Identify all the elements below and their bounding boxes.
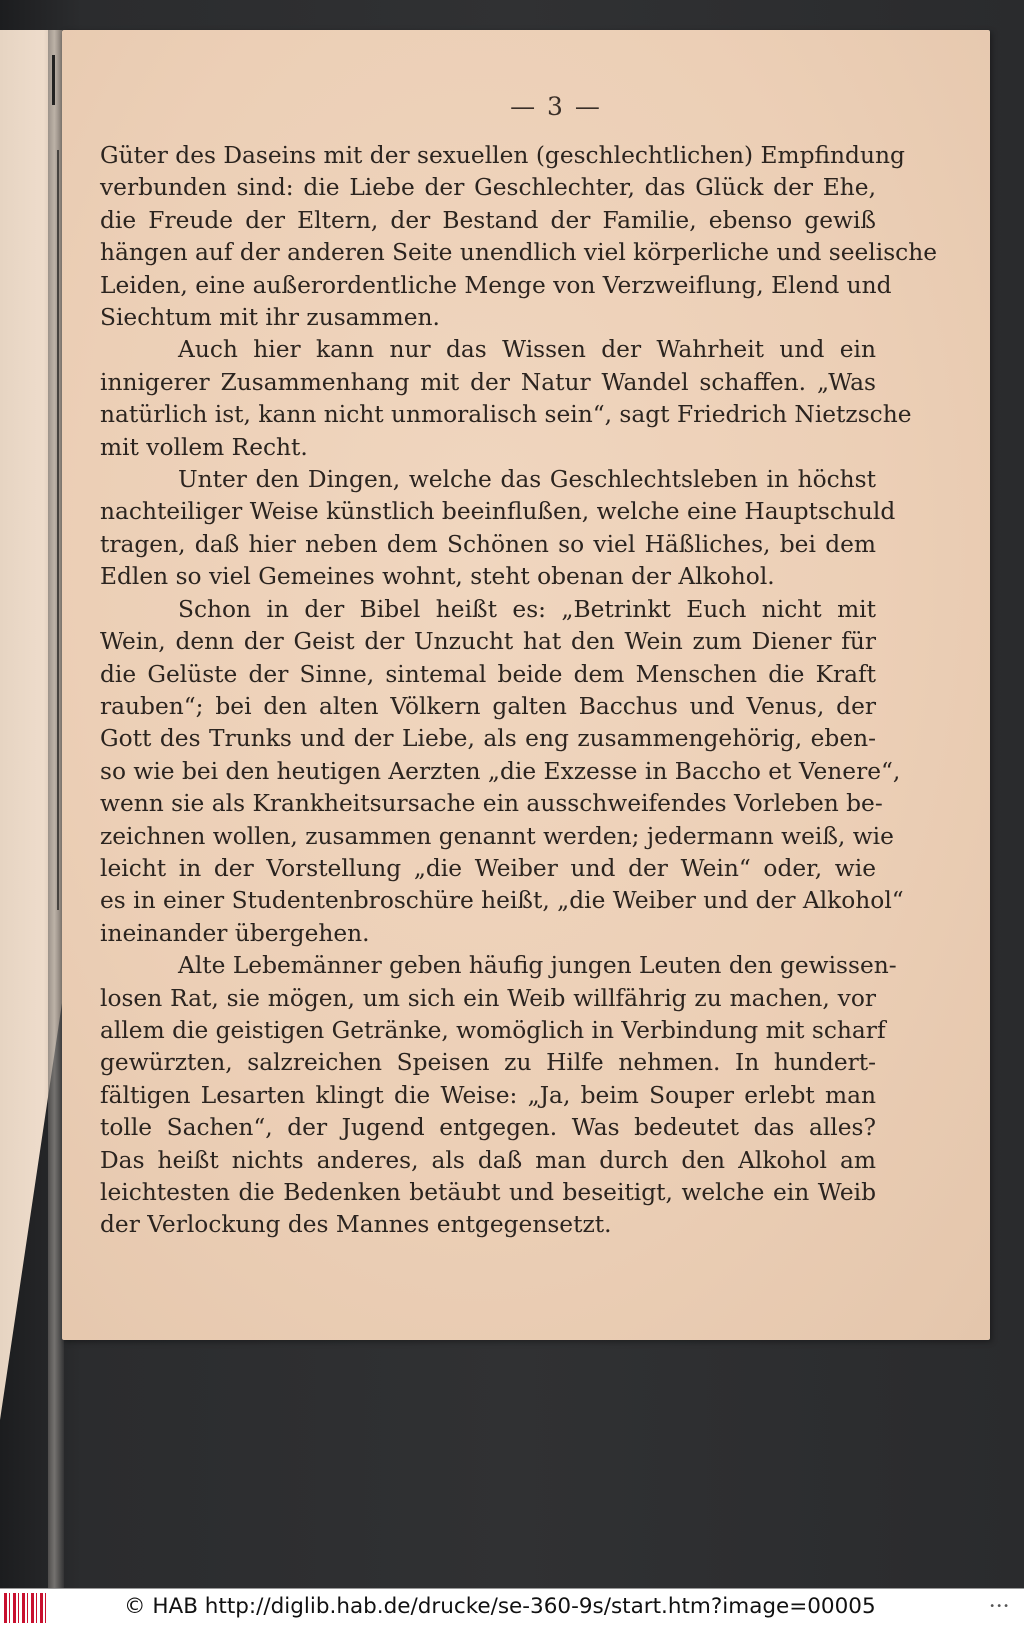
text-line: Edlen so viel Gemeines wohnt, steht obenan der Alkohol. bbox=[100, 563, 775, 591]
text-line: rauben“; bei den alten Völkern galten Bacchus und Venus, der bbox=[100, 692, 876, 720]
text-line: die Freude der Eltern, der Bestand der Familie, ebenso gewiß bbox=[100, 206, 876, 234]
text-line: innigerer Zusammenhang mit der Natur Wandel schaffen. „Was bbox=[100, 368, 876, 396]
text-line: natürlich ist, kann nicht unmoralisch sein“, sagt Friedrich Nietzsche bbox=[100, 401, 912, 429]
text-line: tragen, daß hier neben dem Schönen so viel Häßliches, bei dem bbox=[100, 530, 876, 558]
text-line: Wein, denn der Geist der Unzucht hat den Wein zum Diener für bbox=[100, 628, 876, 656]
footer-bar bbox=[0, 1588, 1024, 1627]
text-line: die Gelüste der Sinne, sintemal beide dem Menschen die Kraft bbox=[100, 660, 876, 688]
text-line: Unter den Dingen, welche das Geschlechtsleben in höchst bbox=[178, 466, 876, 494]
text-line: gewürzten, salzreichen Speisen zu Hilfe nehmen. In hundert- bbox=[100, 1049, 876, 1077]
text-line: Siechtum mit ihr zusammen. bbox=[100, 304, 440, 332]
text-line: hängen auf der anderen Seite unendlich viel körperliche und seelische bbox=[100, 239, 937, 267]
text-line: leichtesten die Bedenken betäubt und beseitigt, welche ein Weib bbox=[100, 1179, 876, 1206]
text-line: tolle Sachen“, der Jugend entgegen. Was bedeutet das alles? bbox=[100, 1114, 876, 1142]
text-line: mit vollem Recht. bbox=[100, 433, 308, 461]
hab-barcode-logo-icon[interactable] bbox=[4, 1593, 46, 1623]
spine-line bbox=[57, 150, 59, 910]
text-line: Leiden, eine außerordentliche Menge von Verzweiflung, Elend und bbox=[100, 271, 892, 299]
text-line: Alte Lebemänner geben häufig jungen Leuten den gewissen- bbox=[178, 952, 897, 980]
page-number: — 3 — bbox=[510, 92, 602, 121]
page-body-text bbox=[100, 140, 937, 1242]
text-line: allem die geistigen Getränke, womöglich in Verbindung mit scharf bbox=[100, 1016, 886, 1044]
text-line: Das heißt nichts anderes, als daß man durch den Alkohol am bbox=[100, 1146, 876, 1174]
text-line: fältigen Lesarten klingt die Weise: „Ja, beim Souper erlebt man bbox=[100, 1081, 876, 1109]
text-line: verbunden sind: die Liebe der Geschlechter, das Glück der Ehe, bbox=[100, 174, 876, 202]
text-line: es in einer Studentenbroschüre heißt, „die Weiber und der Alkohol“ bbox=[100, 887, 904, 915]
text-line: der Verlockung des Mannes entgegensetzt. bbox=[100, 1211, 612, 1239]
book-page bbox=[62, 30, 990, 1340]
text-line: losen Rat, sie mögen, um sich ein Weib willfährig zu machen, vor bbox=[100, 984, 876, 1012]
text-line: Güter des Daseins mit der sexuellen (geschlechtlichen) Empfindung bbox=[100, 142, 905, 169]
text-line: Auch hier kann nur das Wissen der Wahrheit und ein bbox=[178, 336, 876, 364]
text-line: ineinander übergehen. bbox=[100, 919, 370, 947]
text-line: Schon in der Bibel heißt es: „Betrinkt Euch nicht mit bbox=[178, 595, 876, 623]
text-line: leicht in der Vorstellung „die Weiber und der Wein“ oder, wie bbox=[100, 854, 876, 882]
text-line: wenn sie als Krankheitsursache ein ausschweifendes Vorleben be- bbox=[100, 790, 883, 818]
text-line: so wie bei den heutigen Aerzten „die Exzesse in Baccho et Venere“, bbox=[100, 757, 901, 785]
more-options-icon[interactable]: ••• bbox=[989, 1601, 1010, 1612]
spine-mark bbox=[52, 55, 55, 105]
text-line: nachteiliger Weise künstlich beeinflußen, welche eine Hauptschuld bbox=[100, 498, 896, 526]
text-line: Gott des Trunks und der Liebe, als eng zusammengehörig, eben- bbox=[100, 725, 876, 753]
copyright-url[interactable]: © HAB http://diglib.hab.de/drucke/se-360-9s/start.htm?image=00005 bbox=[124, 1594, 876, 1619]
text-line: zeichnen wollen, zusammen genannt werden; jedermann weiß, wie bbox=[100, 822, 894, 850]
